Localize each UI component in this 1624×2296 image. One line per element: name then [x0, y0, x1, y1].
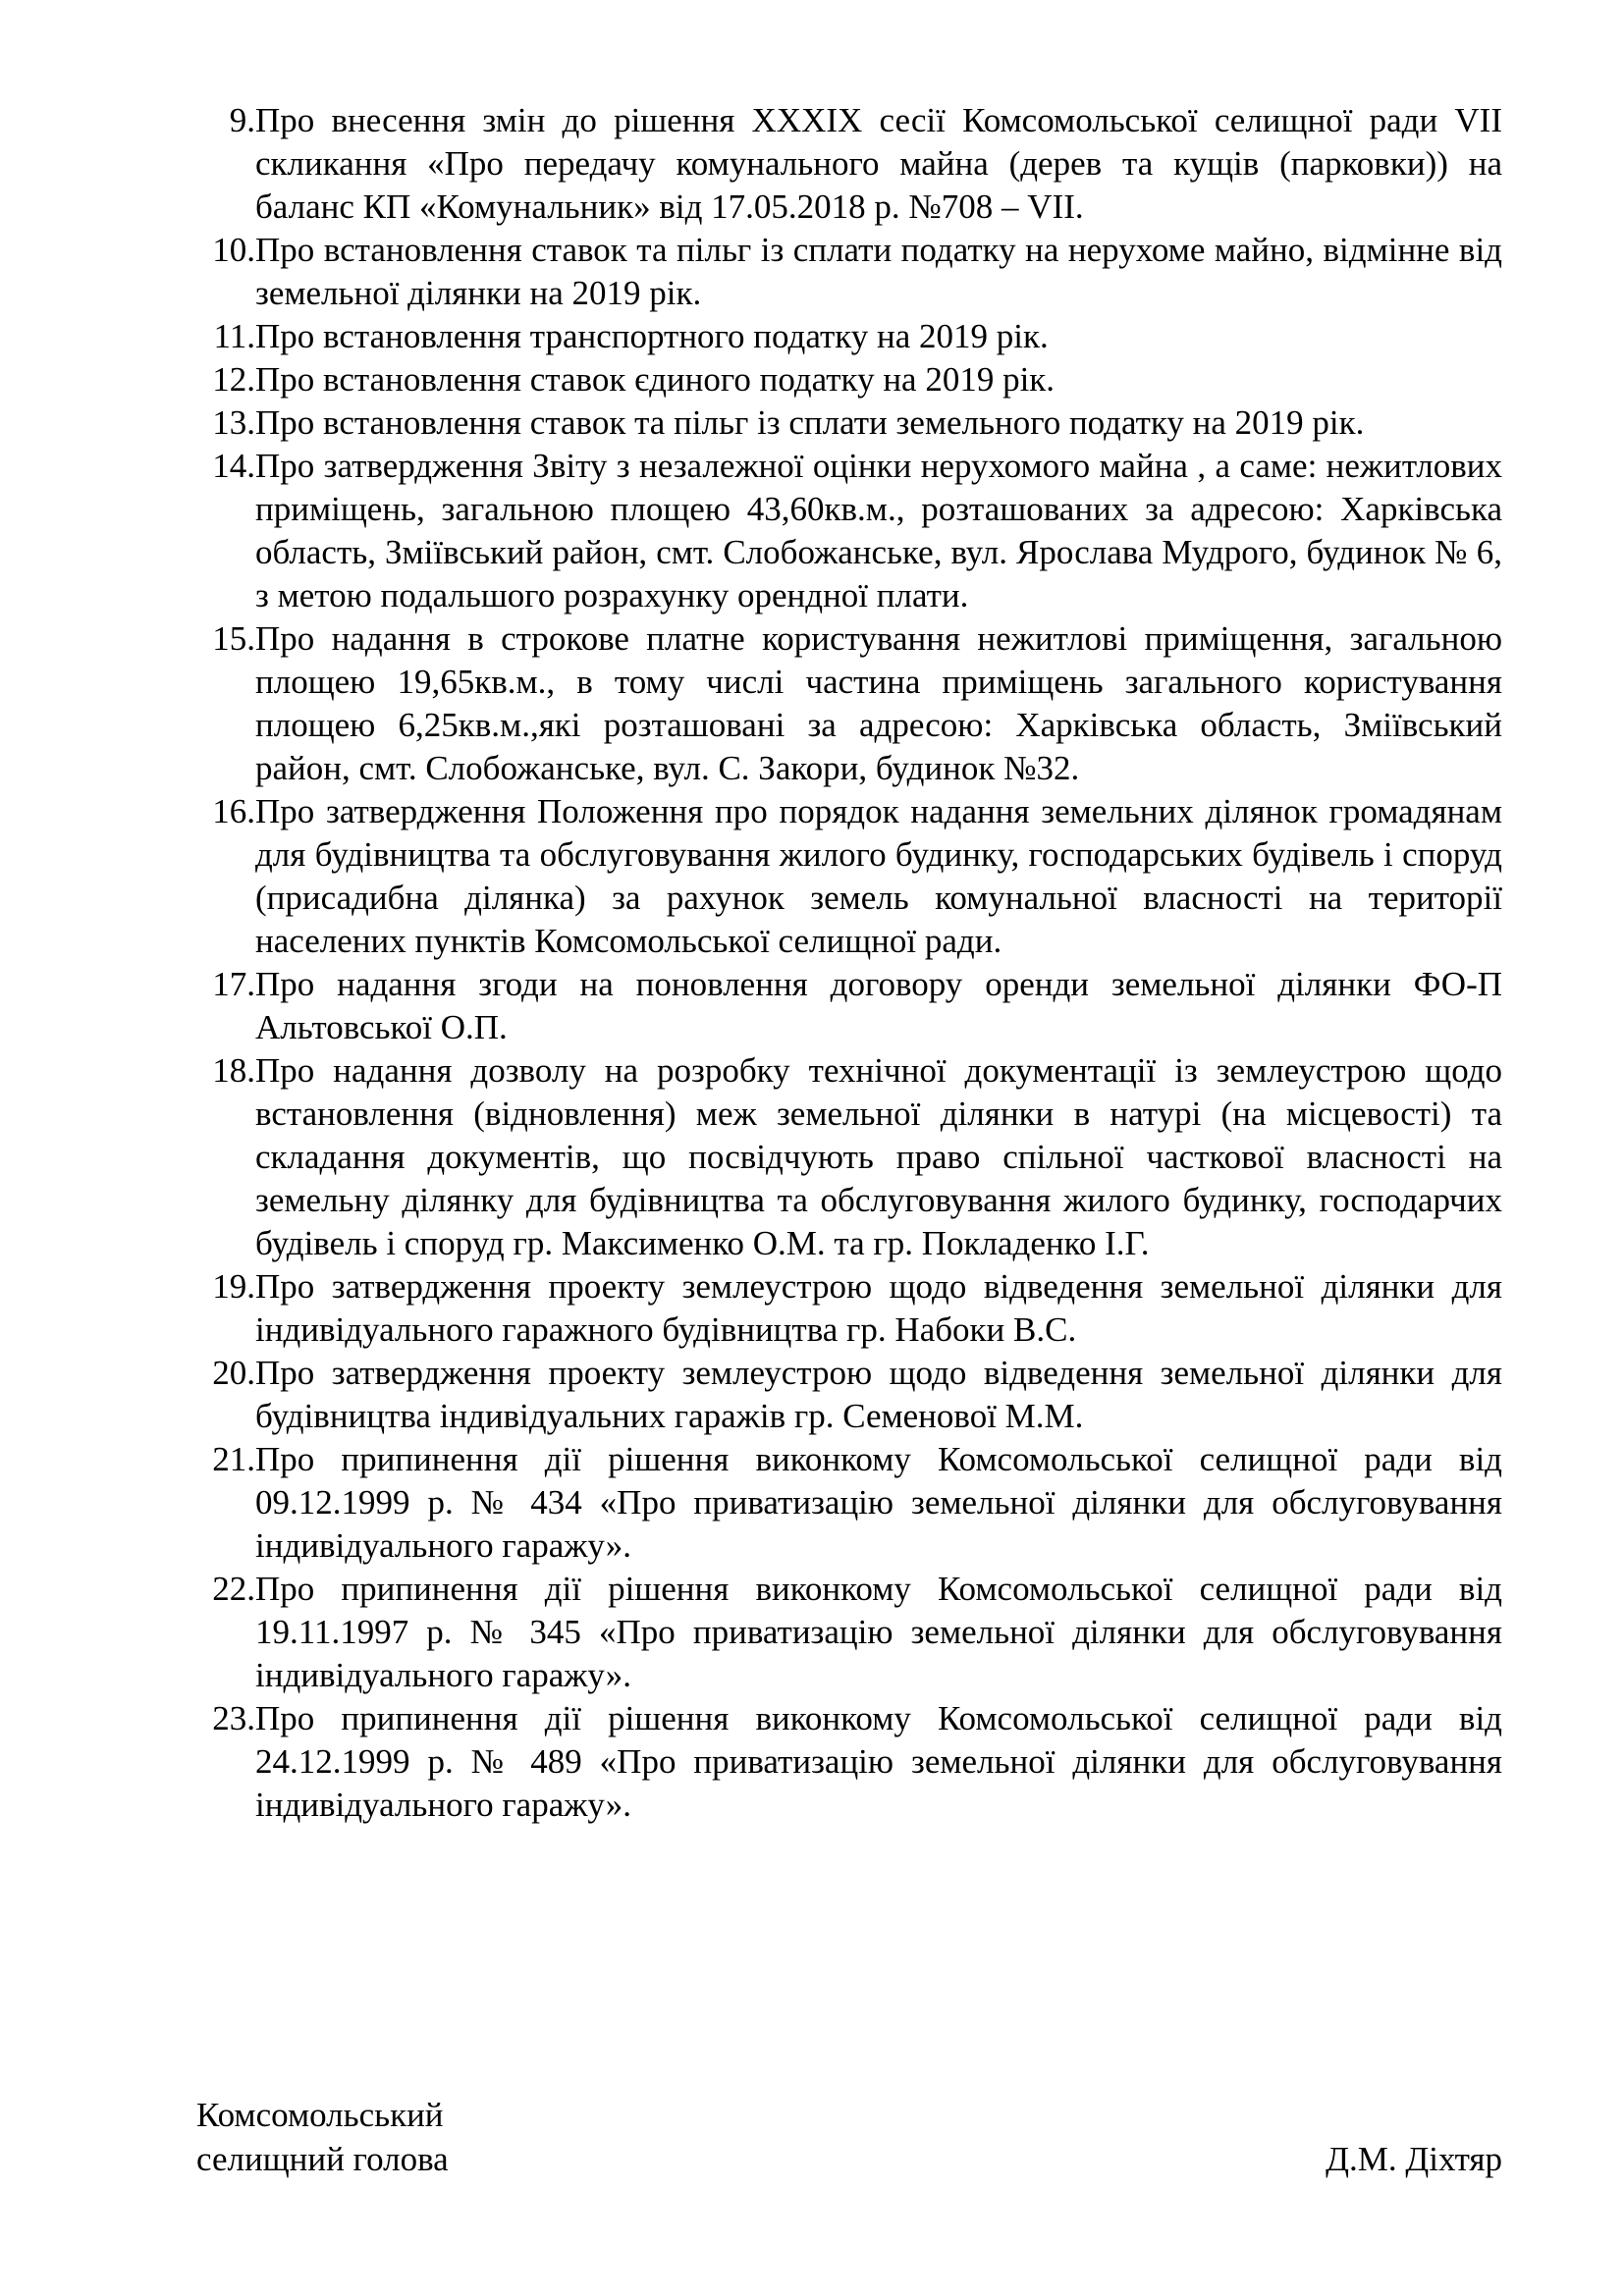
agenda-item-16: [196, 790, 1502, 963]
signatory-title-line1: Комсомольський: [196, 2096, 444, 2134]
agenda-list: [196, 99, 1502, 1827]
agenda-item-19: [196, 1265, 1502, 1352]
item-text: Про затвердження Положення про порядок надання земельних ділянок громадянам для будівництва та обслуговування жилого будинку, господарських будівель і споруд (присадибна ділянка) за рахунок земель комунальної власності на території населених пунктів Комсомольської селищної ради.: [255, 792, 1502, 960]
item-text: Про припинення дії рішення виконкому Комсомольської селищної ради від 19.11.1997 р. № 345 «Про приватизацію земельної ділянки для обслуговування індивідуального гаражу».: [255, 1570, 1502, 1694]
agenda-item-12: [196, 358, 1502, 401]
agenda-item-11: [196, 315, 1502, 358]
agenda-item-20: [196, 1352, 1502, 1438]
agenda-item-23: [196, 1697, 1502, 1827]
agenda-item-18: [196, 1049, 1502, 1265]
agenda-item-14: [196, 445, 1502, 617]
agenda-item-22: [196, 1568, 1502, 1697]
agenda-item-9: [196, 99, 1502, 229]
agenda-item-17: [196, 963, 1502, 1049]
item-text: Про встановлення транспортного податку на 2019 рік.: [255, 317, 1049, 355]
item-number: 17.: [212, 965, 255, 1003]
item-number: 14.: [212, 447, 255, 485]
item-number: 18.: [212, 1051, 255, 1090]
item-text: Про встановлення ставок та пільг із сплати земельного податку на 2019 рік.: [255, 403, 1365, 442]
item-text: Про припинення дії рішення виконкому Комсомольської селищної ради від 24.12.1999 р. № 489 «Про приватизацію земельної ділянки для обслуговування індивідуального гаражу».: [255, 1699, 1502, 1824]
item-text: Про затвердження проекту землеустрою щодо відведення земельної ділянки для індивідуального гаражного будівництва гр. Набоки В.С.: [255, 1267, 1502, 1349]
agenda-item-13: [196, 401, 1502, 445]
item-text: Про надання дозволу на розробку технічної документації із землеустрою щодо встановлення (відновлення) меж земельної ділянки в натурі (на місцевості) та складання документів, що посвідчують право спільної часткової власності на земельну ділянку для будівництва та обслуговування жилого будинку, господарчих будівель і споруд гр. Максименко О.М. та гр. Покладенко І.Г.: [255, 1051, 1502, 1262]
item-number: 16.: [212, 792, 255, 830]
signatory-name: Д.М. Діхтяр: [1326, 2140, 1502, 2178]
agenda-item-15: [196, 617, 1502, 790]
item-text: Про надання в строкове платне користування нежитлові приміщення, загальною площею 19,65кв.м., в тому числі частина приміщень загального користування площею 6,25кв.м.,які розташовані за адресою: Харківська область, Зміївський район, смт. Слобожанське, вул. С. Закори, будинок №32.: [255, 619, 1502, 787]
item-text: Про затвердження проекту землеустрою щодо відведення земельної ділянки для будівництва індивідуальних гаражів гр. Семенової М.М.: [255, 1354, 1502, 1435]
item-number: 11.: [213, 317, 255, 355]
item-text: Про затвердження Звіту з незалежної оцінки нерухомого майна , а саме: нежитлових приміщень, загальною площею 43,60кв.м., розташованих за адресою: Харківська область, Зміївський район, смт. Слобожанське, вул. Ярослава Мудрого, будинок № 6, з метою подальшого розрахунку орендної плати.: [255, 447, 1502, 614]
item-text: Про встановлення ставок та пільг із сплати податку на нерухоме майно, відмінне від земельної ділянки на 2019 рік.: [255, 231, 1502, 312]
agenda-item-21: [196, 1438, 1502, 1568]
signatory-title-line2: селищний голова: [196, 2140, 449, 2178]
signatory-title: [196, 2093, 449, 2181]
item-number: 19.: [212, 1267, 255, 1306]
agenda-item-10: [196, 229, 1502, 315]
item-text: Про встановлення ставок єдиного податку на 2019 рік.: [255, 360, 1056, 399]
item-text: Про припинення дії рішення виконкому Комсомольської селищної ради від 09.12.1999 р. № 434 «Про приватизацію земельної ділянки для обслуговування індивідуального гаражу».: [255, 1440, 1502, 1565]
item-number: 23.: [212, 1699, 255, 1737]
item-number: 12.: [212, 360, 255, 399]
item-number: 10.: [212, 231, 255, 269]
item-number: 9.: [229, 101, 255, 139]
item-number: 20.: [212, 1354, 255, 1392]
item-text: Про внесення змін до рішення XXXIX сесії Комсомольської селищної ради VII скликання «Про передачу комунального майна (дерев та кущів (парковки)) на баланс КП «Комунальник» від 17.05.2018 р. №708 – VII.: [255, 101, 1502, 226]
item-number: 15.: [212, 619, 255, 658]
item-number: 21.: [212, 1440, 255, 1478]
item-number: 22.: [212, 1570, 255, 1608]
item-text: Про надання згоди на поновлення договору оренди земельної ділянки ФО-П Альтовської О.П.: [255, 965, 1502, 1046]
item-number: 13.: [212, 403, 255, 442]
